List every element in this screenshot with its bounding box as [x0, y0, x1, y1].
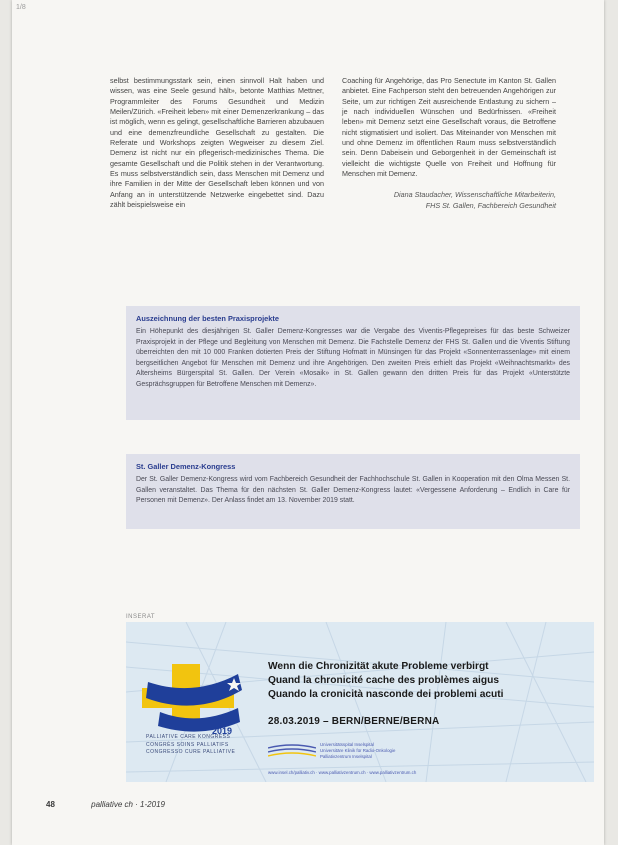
- info-box-congress: [126, 454, 580, 529]
- author-signature: [342, 189, 556, 211]
- info-box-congress-text: Der St. Galler Demenz-Kongress wird vom Fachbereich Gesundheit der Fachhochschule St. Gallen in Kooperation mit den Olma Messen St. Gallen veranstaltet. Das Thema für den nächsten St. Galler Demenz-Kongress lautet: «Vergessene Anforderung – Endlich in Care für Personen mit Demenz». Der Anlass findet am 13. November 2019 statt.: [136, 476, 570, 505]
- partner-name-3: Palliativzentrum Inselspital: [320, 754, 372, 759]
- author-name: Diana Staudacher, Wissenschaftliche Mitarbeiterin,: [393, 190, 556, 200]
- page-number: 48: [46, 800, 55, 809]
- info-box-awards-title: Auszeichnung der besten Praxisprojekte: [136, 314, 279, 323]
- page-footer: [46, 800, 165, 809]
- author-affiliation: FHS St. Gallen, Fachbereich Gesundheit: [425, 201, 556, 211]
- corner-mark: 1/8: [16, 4, 26, 11]
- headline-it: Quando la cronicità nasconde dei problemi acuti: [268, 688, 504, 700]
- article-text-right: Coaching für Angehörige, das Pro Senectute im Kanton St. Gallen anbietet. Eine Fachperson steht den betreuenden Angehörigen zur Seite, um zur richtigen Zeit ausreichende Entlastung zu sichern – je nach individuellen Wünschen und Bedürfnissen. «Freiheit leben» mit Demenz setzt eine Gesellschaft voraus, die Betroffene nicht stigmatisiert und isoliert. Das Miteinander von Menschen mit und ohne Demenz im öffentlichen Raum muss selbstverständlich sein. Denn Dabeisein und Geborgenheit in der Gemeinschaft ist vielleicht die wichtigste Quelle von Freiheit und Hoffnung für Menschen mit Demenz.: [342, 76, 556, 179]
- article-columns: [110, 76, 594, 266]
- magazine-name: palliative ch · 1-2019: [91, 800, 165, 809]
- ad-links[interactable]: www.insel.ch/palliativ.ch · www.palliativzentrum.ch · www.palliativzentrum.ch: [268, 770, 417, 775]
- headline-fr: Quand la chronicité cache des problèmes aigus: [268, 674, 499, 686]
- advertisement[interactable]: [126, 622, 594, 782]
- org-name-fr: CONGRÈS SOINS PALLIATIFS: [146, 741, 229, 748]
- info-box-awards: [126, 306, 580, 420]
- org-name-de: PALLIATIVE CARE KONGRESS: [146, 734, 231, 740]
- headline-de: Wenn die Chronizität akute Probleme verbirgt: [268, 661, 489, 672]
- magazine-page: [12, 0, 604, 845]
- info-box-awards-text: Ein Höhepunkt des diesjährigen St. Galler Demenz-Kongresses war die Vergabe des Viventis-Pflegepreises für das beste Schweizer Praxisprojekt in der Pflege und Begleitung von Menschen mit Demenz. Die Fachstelle Demenz der FHS St. Gallen und die Viventis Stiftung überreichten den mit 10 000 Franken dotierten Preis der Stiftung Hofmatt in Münsingen für das Projekt «Sonnenterrassenlage» mit einem bergseitlichen Angebot für Menschen mit Demenz und ihre Angehörigen. Den zweiten Preis erhielt das Projekt «Weihnachtsmarkt» des Altersheims Bürgerspital St. Gallen. Der Verein «Mosaik» in St. Gallen gewann den dritten Preis für das Projekt «Unterstützte Gesprächsgruppen für Betroffene Menschen mit Demenz».: [136, 328, 570, 388]
- partner-logo: [268, 744, 316, 760]
- ad-date: 28.03.2019 – BERN/BERNE/BERNA: [268, 716, 440, 727]
- congress-logo: [142, 664, 252, 736]
- ad-headline: [268, 660, 504, 701]
- logo-year: 2019: [212, 726, 233, 736]
- partner-name-1: Universitätsspital Inselspital: [320, 742, 374, 747]
- article-column-right: [342, 76, 556, 211]
- ad-label: INSERAT: [126, 614, 156, 620]
- article-column-left: [110, 76, 324, 210]
- org-name-it: CONGRESSO CURE PALLIATIVE: [146, 749, 236, 755]
- partner-name-2: Universitäre Klinik für Radio-Onkologie: [320, 748, 396, 753]
- info-box-congress-title: St. Galler Demenz-Kongress: [136, 462, 236, 471]
- partner-names: [320, 742, 395, 760]
- article-text-left: selbst bestimmungsstark sein, einen sinnvoll Halt haben und wissen, was eine Seele gesund hält», betonte Matthias Mettner, Programmleiter des Forums Gesundheit und Medizin Meilen/Zürich. «Freiheit leben» mit einer Demenzerkrankung – das ist möglich, wenn es gelingt, gesellschaftliche Barrieren abzubauen und eine demenzfreundliche Gesellschaft zu gestalten. Die Referate und Workshops zeigten Wegweiser zu diesem Ziel. Demenz ist nicht nur ein pflegerisch-medizinisches Thema. Die gesamte Gesellschaft und die Politik stehen in der Verantwortung. Es muss selbstverständlich sein, dass Menschen mit Demenz und ihre Familien in der Mitte der Gesellschaft leben können und von Anfang an in unterstützende Netzwerke eingebettet sind. Dazu zählt beispielsweise ein: [110, 76, 324, 210]
- congress-org-names: [146, 734, 235, 757]
